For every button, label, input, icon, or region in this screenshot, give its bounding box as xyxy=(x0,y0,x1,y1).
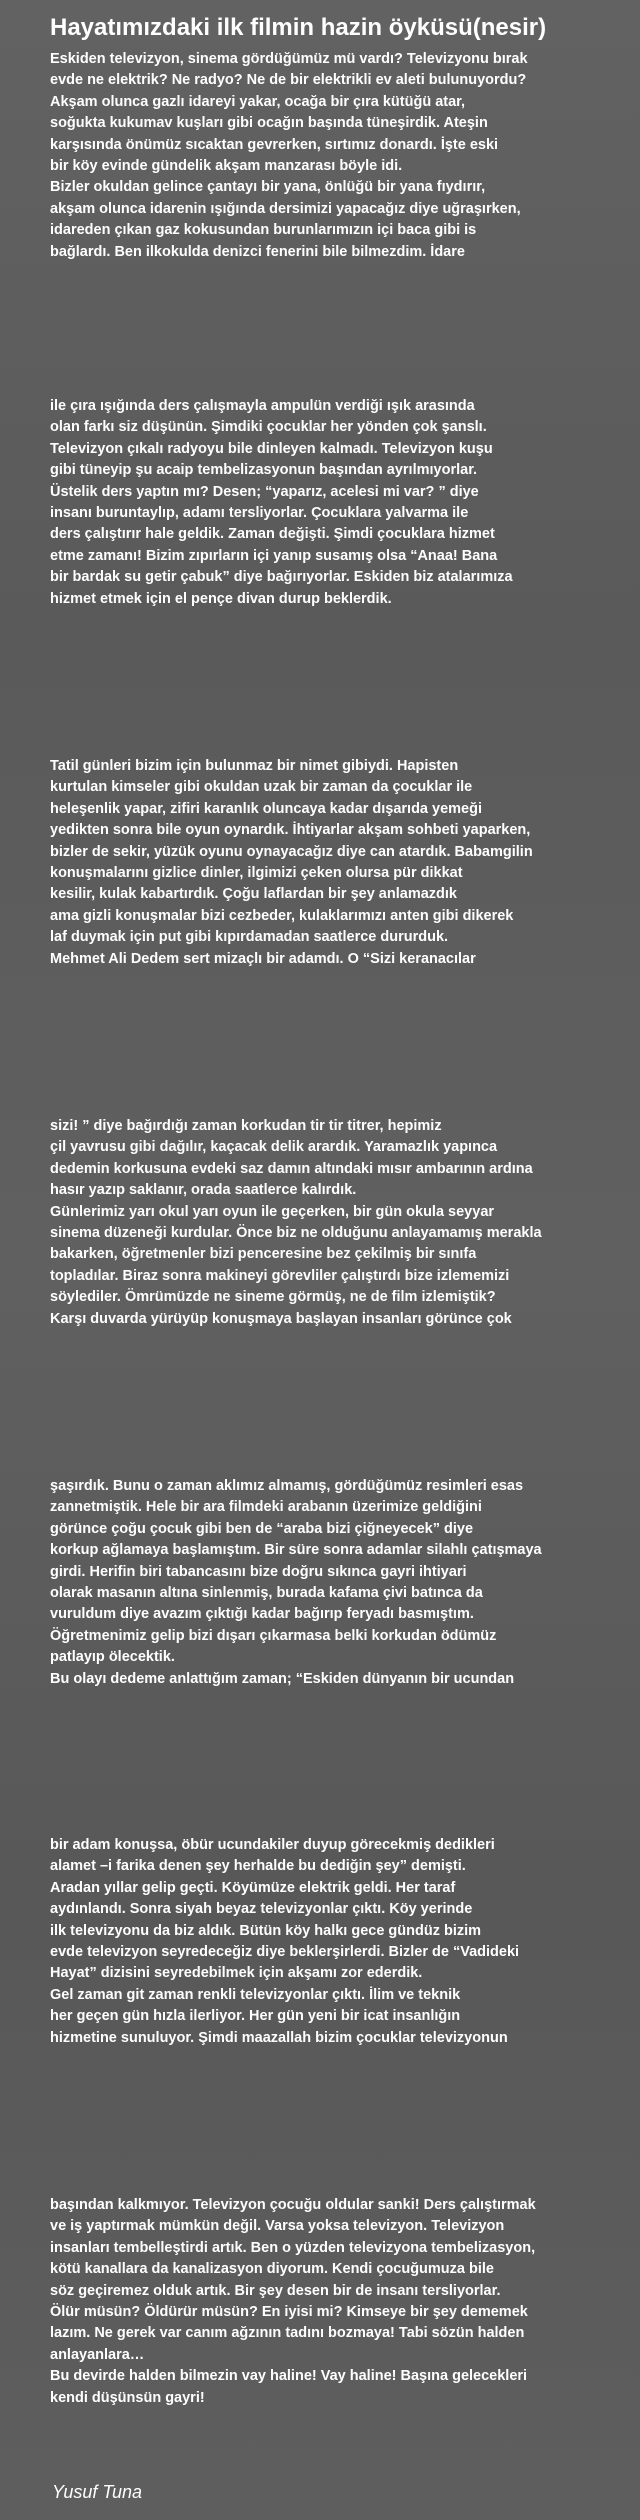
text-line: insanları tembelleştirdi artık. Ben o yüzden televizyona tembelizasyon, xyxy=(50,2239,536,2256)
text-line: ve iş yaptırmak mümkün değil. Varsa yoksa televizyon. Televizyon xyxy=(50,2218,505,2235)
text-line: görünce çoğu çocuk gibi ben de “araba bizi çiğneyecek” diye xyxy=(50,1520,474,1537)
text-line: girdi. Herifin biri tabancasını bize doğru sıkınca gayri ihtiyari xyxy=(50,1563,467,1580)
text-line: Akşam olunca gazlı idareyi yakar, ocağa bir çıra kütüğü atar, xyxy=(50,93,466,110)
text-line: lazım. Ne gerek var canım ağzının tadını bozmaya! Tabi sözün halden xyxy=(50,2325,525,2342)
text-line: olarak masanın altına sinlenmiş, burada kafama çivi batınca da xyxy=(50,1585,483,1602)
text-line: ama gizli konuşmalar bizi cezbeder, kulaklarımızı anten gibi dikerek xyxy=(50,907,514,924)
text-block-5 xyxy=(50,1476,610,1690)
text-line: heleşenlik yapar, zifiri karanlık oluncaya kadar dışarıda yemeği xyxy=(50,800,482,817)
text-line: Aradan yıllar gelip geçti. Köyümüze elektrik geldi. Her taraf xyxy=(50,1879,456,1896)
text-line: akşam olunca idarenin ışığında dersimizi yapacağız diye uğraşırken, xyxy=(50,200,521,217)
text-line: zannetmiştik. Hele bir ara filmdeki arabanın üzerimize geldiğini xyxy=(50,1499,482,1516)
text-line: kendi düşünsün gayri! xyxy=(50,2389,205,2406)
text-line: Tatil günleri bizim için bulunmaz bir nimet gibiydi. Hapisten xyxy=(50,758,459,774)
text-line: şaşırdık. Bunu o zaman aklımız almamış, gördüğümüz resimleri esas xyxy=(50,1478,524,1494)
text-line: Bu devirde halden bilmezin vay haline! Vay haline! Başına gelecekleri xyxy=(50,2368,528,2385)
text-block-2 xyxy=(50,396,610,610)
text-line: bir bardak su getir çabuk” diye bağırıyorlar. Eskiden biz atalarımıza xyxy=(50,569,513,586)
text-line: Eskiden televizyon, sinema gördüğümüz mü vardı? Televizyonu bırak xyxy=(50,51,528,67)
text-line: evde televizyon seyredeceğiz diye beklerşirlerdi. Bizler de “Vadideki xyxy=(50,1944,520,1961)
text-line: bir adam konuşsa, öbür ucundakiler duyup görecekmiş dedikleri xyxy=(50,1837,495,1853)
text-block-1 xyxy=(50,49,610,263)
text-block-4 xyxy=(50,1116,610,1330)
text-line: ile çıra ışığında ders çalışmayla ampulün verdiği ışık arasında xyxy=(50,398,475,414)
text-block-3 xyxy=(50,756,610,970)
text-line: Ölür müsün? Öldürür müsün? En iyisi mi? Kimseye bir şey dememek xyxy=(50,2304,528,2321)
text-line: her geçen gün hızla ilerliyor. Her gün yeni bir icat insanlığın xyxy=(50,2008,461,2025)
text-block-6 xyxy=(50,1835,610,2049)
text-line: evde ne elektrik? Ne radyo? Ne de bir elektrikli ev aleti bulunuyordu? xyxy=(50,72,527,89)
text-line: etme zamanı! Bizim zıpırların içi yanıp susamış olsa “Anaa! Bana xyxy=(50,547,498,564)
text-line: dedemin korkusuna evdeki saz damın altındaki mısır ambarının ardına xyxy=(50,1160,533,1177)
text-line: söylediler. Ömrümüzde ne sineme görmüş, ne de film izlemiştik? xyxy=(50,1289,496,1306)
text-line: Günlerimiz yarı okul yarı oyun ile geçerken, bir gün okula seyyar xyxy=(50,1203,495,1220)
text-line: olan farkı siz düşünün. Şimdiki çocuklar her yönden çok şanslı. xyxy=(50,419,487,436)
text-line: yedikten sonra bile oyun oynardık. İhtiyarlar akşam sohbeti yaparken, xyxy=(50,822,531,839)
text-line: Televizyon çıkalı radyoyu bile dinleyen kalmadı. Televizyon kuşu xyxy=(50,440,493,457)
text-line: kötü kanallara da kanalizasyon diyorum. Kendi çocuğumuza bile xyxy=(50,2261,494,2278)
text-line: Üstelik ders yaptın mı? Desen; “yaparız, acelesi mi var? ” diye xyxy=(50,483,479,500)
text-line: Bu olayı dedeme anlattığım zaman; “Eskiden dünyanın bir ucundan xyxy=(50,1670,515,1687)
poem-title: Hayatımızdaki ilk filmin hazin öyküsü(nesir) xyxy=(50,14,547,41)
text-line: karşısında önümüz sıcaktan gevrerken, sırtımız donardı. İşte eski xyxy=(50,136,499,153)
text-line: topladılar. Biraz sonra makineyi görevliler çalıştırdı bize izlememizi xyxy=(50,1267,510,1284)
text-line: bizler de sekir, yüzük oyunu oynayacağız diye can atardık. Babamgilin xyxy=(50,843,533,860)
text-line: anlayanlara… xyxy=(50,2346,145,2363)
text-line: hizmetine sunuluyor. Şimdi maazallah bizim çocuklar televizyonun xyxy=(50,2029,508,2046)
text-line: Öğretmenimiz gelip bizi dışarı çıkarmasa belki korkudan ödümüz xyxy=(50,1627,497,1644)
text-line: insanı buruntaylıp, adamı tersliyorlar. Çocuklara yalvarma ile xyxy=(50,505,469,522)
text-line: alamet –i farika denen şey herhalde bu dediğin şey” demişti. xyxy=(50,1858,466,1875)
text-line: kurtulan kimseler gibi okuldan uzak bir zaman da çocuklar ile xyxy=(50,779,473,796)
text-line: çil yavrusu gibi dağılır, kaçacak delik arardık. Yaramazlık yapınca xyxy=(50,1139,498,1156)
text-line: patlayıp ölecektik. xyxy=(50,1649,175,1666)
text-line: bakarken, öğretmenler bizi penceresine bez çekilmiş bir sınıfa xyxy=(50,1246,477,1263)
text-line: ilk televizyonu da biz aldık. Bütün köy halkı gece gündüz bizim xyxy=(50,1922,482,1939)
text-line: vuruldum diye avazım çıktığı kadar bağırıp feryadı basmıştım. xyxy=(50,1606,474,1623)
text-line: söz geçiremez olduk artık. Bir şey desen bir de insanı tersliyorlar. xyxy=(50,2282,501,2299)
text-line: gibi tüneyip şu acaip tembelizasyonun başından ayrılmıyorlar. xyxy=(50,462,478,479)
text-line: Bizler okuldan gelince çantayı bir yana, önlüğü bir yana fıydırır, xyxy=(50,179,486,196)
text-line: aydınlandı. Sonra siyah beyaz televizyonlar çıktı. Köy yerinde xyxy=(50,1901,473,1918)
text-line: sinema düzeneği kurdular. Önce biz ne olduğunu anlayamamış merakla xyxy=(50,1225,542,1242)
text-line: Gel zaman git zaman renkli televizyonlar çıktı. İlim ve teknik xyxy=(50,1986,461,2003)
text-line: sizi! ” diye bağırdığı zaman korkudan tir tir titrer, hepimiz xyxy=(50,1118,442,1134)
text-line: idareden çıkan gaz kokusundan burunlarımızın içi baca gibi is xyxy=(50,222,477,239)
text-line: Hayat” dizisini seyredebilmek için akşamı zor ederdik. xyxy=(50,1965,423,1982)
text-line: hizmet etmek için el pençe divan durup beklerdik. xyxy=(50,590,392,607)
text-line: başından kalkmıyor. Televizyon çocuğu oldular sanki! Ders çalıştırmak xyxy=(50,2197,536,2213)
text-line: kesilir, kulak kabartırdık. Çoğu laflardan bir şey anlamazdık xyxy=(50,886,457,903)
text-line: korkup ağlamaya başlamıştım. Bir süre sonra adamlar silahlı çatışmaya xyxy=(50,1542,542,1559)
text-line: bağlardı. Ben ilkokulda denizci fenerini bile bilmezdim. İdare xyxy=(50,243,465,260)
text-line: konuşmalarını gizlice dinler, ilgimizi çeken olursa pür dikkat xyxy=(50,865,463,882)
text-block-7 xyxy=(50,2195,610,2409)
author-signature: Yusuf Tuna xyxy=(52,2482,143,2502)
text-line: soğukta kukumav kuşları gibi ocağın başında tüneşirdik. Ateşin xyxy=(50,115,488,132)
text-line: Karşı duvarda yürüyüp konuşmaya başlayan insanları görünce çok xyxy=(50,1310,512,1327)
text-line: ders çalıştırır hale geldik. Zaman değişti. Şimdi çocuklara hizmet xyxy=(50,526,495,543)
text-line: laf duymak için put gibi kıpırdamadan saatlerce dururduk. xyxy=(50,929,449,946)
text-line: Mehmet Ali Dedem sert mizaçlı bir adamdı. O “Sizi keranacılar xyxy=(50,950,476,967)
text-line: bir köy evinde gündelik akşam manzarası böyle idi. xyxy=(50,158,403,175)
text-line: hasır yazıp saklanır, orada saatlerce kalırdık. xyxy=(50,1182,357,1199)
